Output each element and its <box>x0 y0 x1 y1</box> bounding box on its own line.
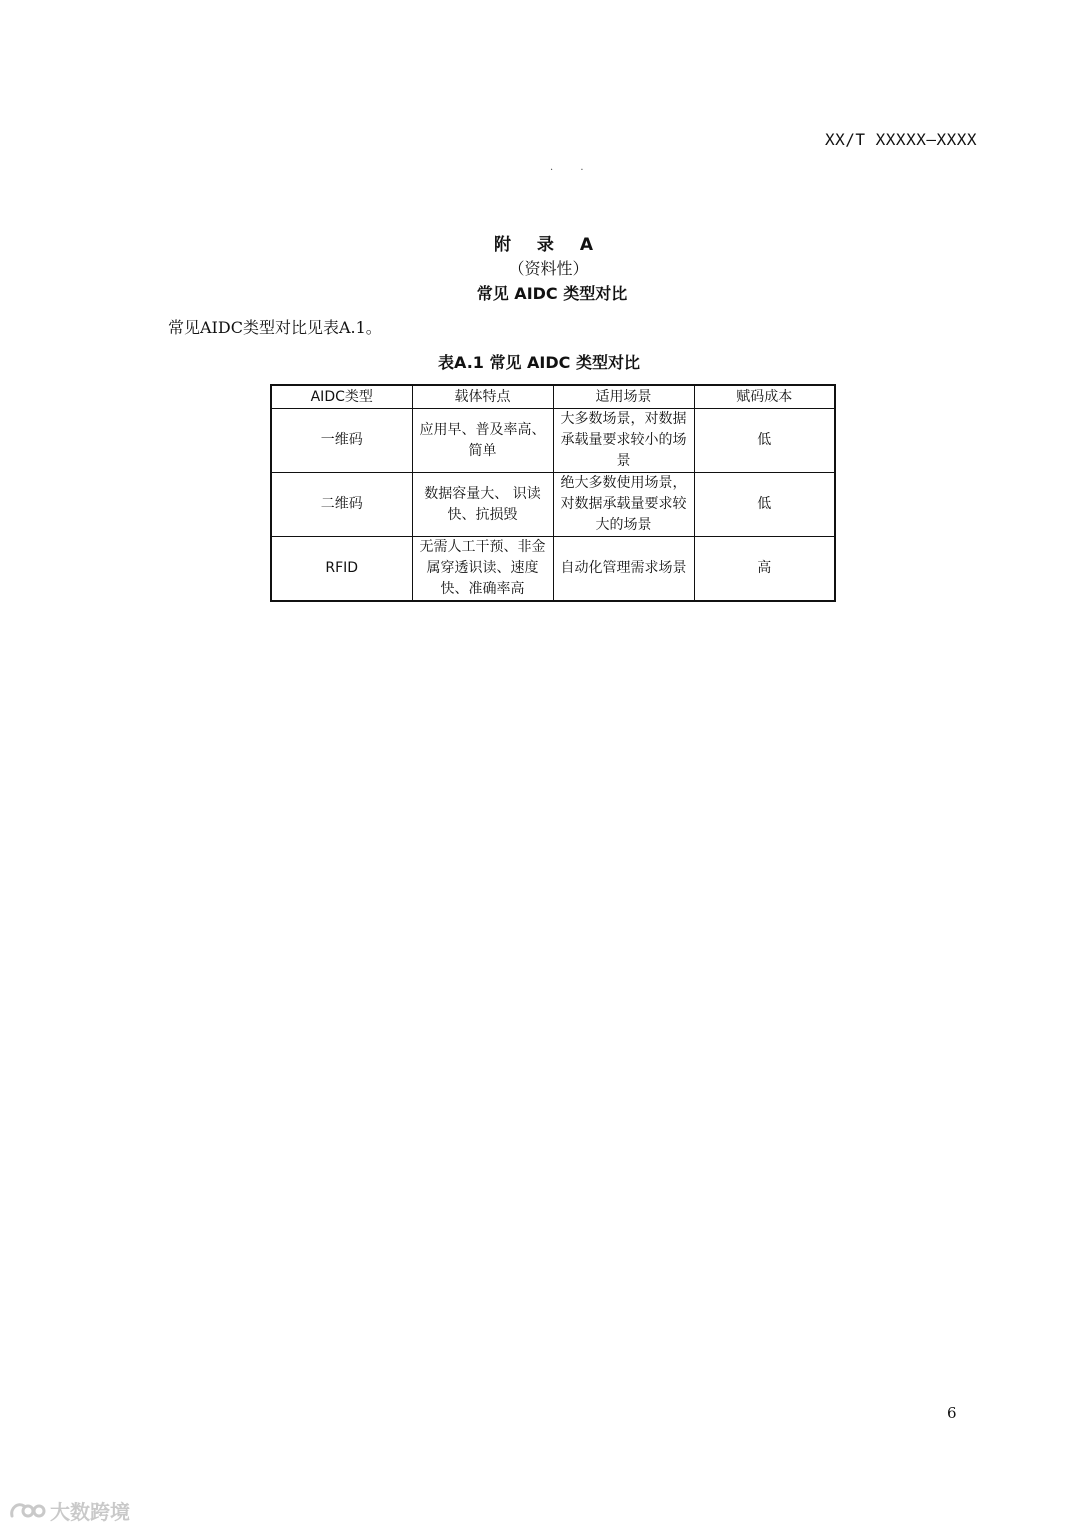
table-header-row <box>271 385 835 409</box>
watermark-logo-icon <box>8 1500 46 1522</box>
table-caption: 表A.1 常见 AIDC 类型对比 <box>438 353 640 372</box>
appendix-title: 附 录 A <box>494 235 603 255</box>
intro-paragraph: 常见AIDC类型对比见表A.1。 <box>168 318 382 337</box>
page-number: 6 <box>947 1404 957 1422</box>
cell-type: RFID <box>271 537 412 602</box>
table-row <box>271 409 835 473</box>
appendix-nature: （资料性） <box>508 259 589 278</box>
cell-type: 一维码 <box>271 409 412 473</box>
header-features: 载体特点 <box>412 385 553 409</box>
cell-scenarios: 大多数场景，对数据承载量要求较小的场景 <box>553 409 694 473</box>
cell-scenarios: 自动化管理需求场景 <box>553 537 694 602</box>
header-scenarios: 适用场景 <box>553 385 694 409</box>
cell-scenarios: 绝大多数使用场景，对数据承载量要求较大的场景 <box>553 473 694 537</box>
cell-cost: 低 <box>694 473 835 537</box>
cell-features: 无需人工干预、非金属穿透识读、速度快、准确率高 <box>412 537 553 602</box>
cell-cost: 低 <box>694 409 835 473</box>
table-row <box>271 537 835 602</box>
table-row <box>271 473 835 537</box>
header-type: AIDC类型 <box>271 385 412 409</box>
watermark-text: 大数跨境 <box>50 1500 130 1524</box>
watermark <box>8 1496 130 1525</box>
cell-type: 二维码 <box>271 473 412 537</box>
comparison-table <box>270 384 836 602</box>
header-dots: · · <box>550 165 596 176</box>
cell-features: 应用早、普及率高、简单 <box>412 409 553 473</box>
standard-code: XX/T XXXXX—XXXX <box>825 130 977 149</box>
appendix-subject: 常见 AIDC 类型对比 <box>476 284 628 303</box>
header-cost: 赋码成本 <box>694 385 835 409</box>
cell-cost: 高 <box>694 537 835 602</box>
cell-features: 数据容量大、 识读快、抗损毁 <box>412 473 553 537</box>
